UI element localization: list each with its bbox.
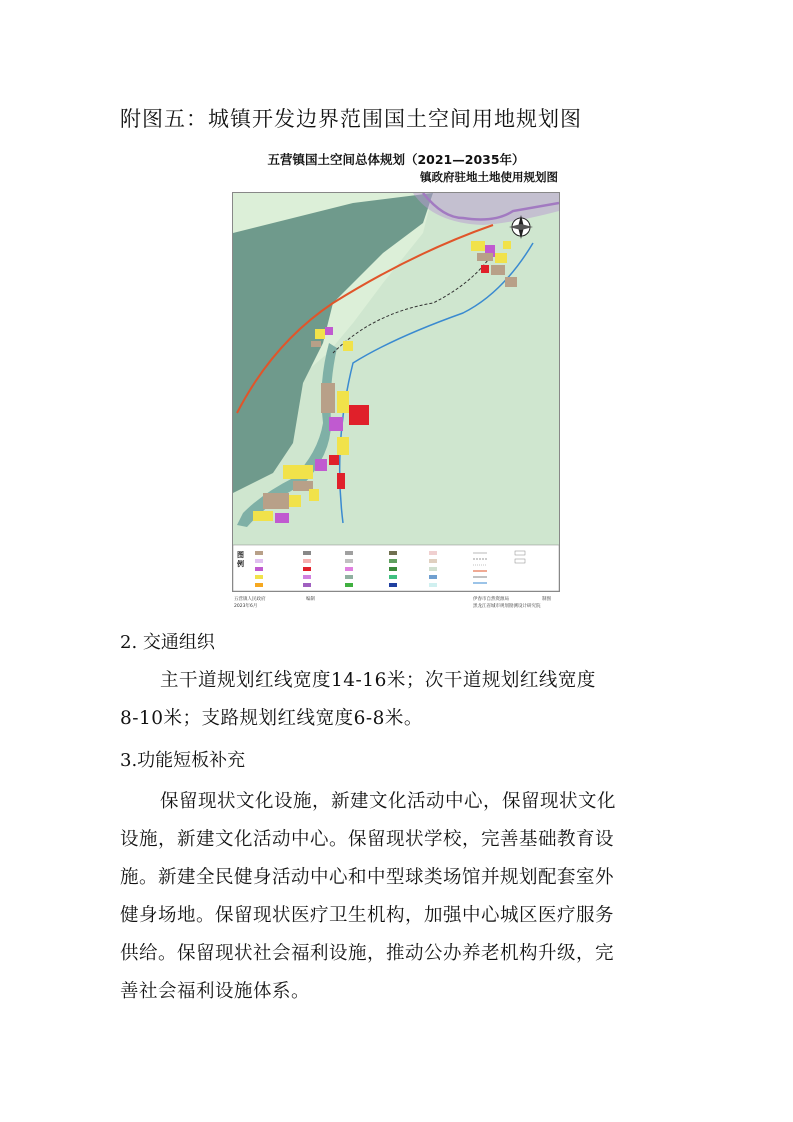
map-figure (228, 150, 564, 610)
map-foot-right (473, 596, 541, 610)
legend-title: 图例 (237, 551, 244, 568)
map-foot-left (234, 596, 266, 610)
foot-drawing: 制图 (542, 597, 551, 602)
section-function-title: 3.功能短板补充 (120, 750, 246, 771)
section-traffic-title: 2. 交通组织 (120, 632, 215, 653)
function-line: 供给。保留现状社会福利设施，推动公办养老机构升级，完 (120, 943, 615, 964)
function-line: 善社会福利设施体系。 (120, 981, 311, 1002)
land-use-map (232, 192, 560, 592)
figure-heading: 附图五：城镇开发边界范围国土空间用地规划图 (120, 107, 582, 131)
map-legend (233, 545, 559, 591)
traffic-line: 8-10米；支路规划红线宽度6-8米。 (120, 708, 423, 729)
section-function-body (120, 783, 676, 1011)
function-line: 保留现状文化设施，新建文化活动中心，保留现状文化 (160, 791, 617, 812)
function-line: 设施，新建文化活动中心。保留现状学校，完善基础教育设 (120, 829, 615, 850)
map-drawing (233, 193, 559, 591)
foot-institute: 黑龙江省城市规划勘测设计研究院 (473, 604, 541, 609)
section-traffic-body (120, 662, 676, 738)
traffic-line: 主干道规划红线宽度14-16米；次干道规划红线宽度 (160, 670, 596, 691)
foot-date: 2023年6月 (234, 604, 258, 609)
foot-compile: 编制 (306, 597, 315, 602)
map-subtitle: 镇政府驻地土地使用规划图 (420, 170, 558, 184)
foot-org: 五营镇人民政府 (234, 597, 266, 602)
function-line: 健身场地。保留现状医疗卫生机构，加强中心城区医疗服务 (120, 905, 615, 926)
map-title: 五营镇国土空间总体规划（2021—2035年） (267, 152, 525, 167)
function-line: 施。新建全民健身活动中心和中型球类场馆并规划配套室外 (120, 867, 615, 888)
foot-bureau: 伊春市自然资源局 (473, 597, 509, 602)
